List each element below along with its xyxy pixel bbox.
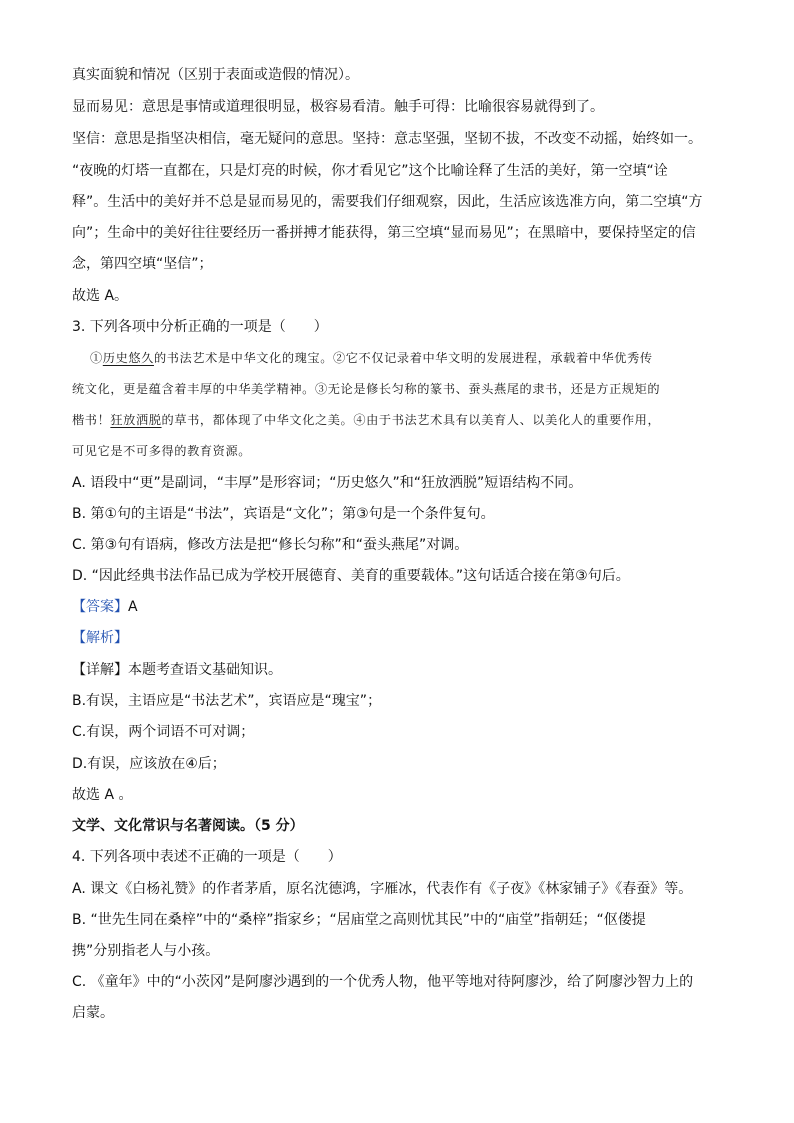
passage-segment: 楷书！: [72, 413, 111, 427]
passage-line-4: 可见它是不可多得的教育资源。: [72, 444, 252, 458]
text-line: 真实面貌和情况（区别于表面或造假的情况）。: [72, 67, 359, 83]
text-line: 释”。生活中的美好并不总是显而易见的，需要我们仔细观察，因此，生活应该选准方向，第二空填“方: [72, 194, 703, 210]
explanation-line: 【详解】本题考查语文基础知识。: [72, 662, 282, 678]
option-a: A. 课文《白杨礼赞》的作者茅盾，原名沈德鸿，字雁冰，代表作有《子夜》《林家铺子》《春蚕》等。: [72, 881, 693, 897]
answer-value: A: [128, 599, 138, 615]
question-4-stem: 4. 下列各项中表述不正确的一项是（ ）: [72, 849, 342, 865]
option-b: B. 第①句的主语是“书法”，宾语是“文化”；第③句是一个条件复句。: [72, 506, 495, 522]
passage-line-1: [90, 348, 653, 368]
passage-line-2: 统文化，更是蕴含着丰厚的中华美学精神。③无论是修长匀称的篆书、蚕头燕尾的隶书，还是方正规矩的: [72, 382, 661, 396]
text-line: 坚信：意思是指坚决相信，毫无疑问的意思。坚持：意志坚强，坚韧不拔，不改变不动摇，始终如一。: [72, 131, 702, 147]
question-3-stem: 3. 下列各项中分析正确的一项是（ ）: [72, 319, 328, 335]
option-b: B. “世先生同在桑梓”中的“桑梓”指家乡；“居庙堂之高则忧其民”中的“庙堂”指朝廷；“伛偻提: [72, 912, 646, 928]
text-line: 显而易见：意思是事情或道理很明显，极容易看清。触手可得：比喻很容易就得到了。: [72, 99, 604, 115]
underlined-phrase: 历史悠久: [102, 351, 154, 365]
passage-segment: 的草书，都体现了中华文化之美。④由于书法艺术具有以美育人、以美化人的重要作用，: [161, 413, 661, 427]
option-c: C. 第③句有语病，修改方法是把“修长匀称”和“蚕头燕尾”对调。: [72, 537, 469, 553]
explanation-line: 故选 A 。: [72, 787, 133, 803]
text-line: 故选 A。: [72, 288, 129, 304]
text-line: 向”；生命中的美好往往要经历一番拼搏才能获得，第三空填“显而易见”；在黑暗中，要保持坚定的信: [72, 225, 696, 241]
option-c-continued: 启蒙。: [72, 1005, 114, 1021]
answer-tag: 【答案】: [72, 599, 128, 615]
explanation-line: C.有误，两个词语不可对调；: [72, 724, 255, 740]
passage-segment: ①: [90, 351, 103, 365]
option-b-continued: 携”分别指老人与小孩。: [72, 943, 220, 959]
explanation-line: B.有误，主语应是“书法艺术”，宾语应是“瑰宝”；: [72, 693, 382, 709]
option-c: C. 《童年》中的“小茨冈”是阿廖沙遇到的一个优秀人物，他平等地对待阿廖沙，给了阿廖沙智力上的: [72, 974, 694, 990]
option-d: D. “因此经典书法作品已成为学校开展德育、美育的重要载体。”这句话适合接在第③句后。: [72, 568, 630, 584]
underlined-phrase: 狂放洒脱: [110, 413, 162, 427]
analysis-tag: 【解析】: [72, 630, 128, 646]
answer-line: [72, 597, 138, 617]
text-line: “夜晚的灯塔一直都在，只是灯亮的时候，你才看见它”这个比喻诠释了生活的美好，第一空填“诠: [72, 163, 668, 179]
passage-line-3: [72, 410, 660, 430]
option-a: A. 语段中“更”是副词，“丰厚”是形容词；“历史悠久”和“狂放洒脱”短语结构不同。: [72, 475, 583, 491]
section-heading: 文学、文化常识与名著阅读。（5 分）: [72, 818, 304, 834]
text-line: 念，第四空填“坚信”；: [72, 256, 213, 272]
explanation-line: D.有误，应该放在④后；: [72, 756, 226, 772]
passage-segment: 的书法艺术是中华文化的瑰宝。②它不仅记录着中华文明的发展进程，承载着中华优秀传: [153, 351, 653, 365]
